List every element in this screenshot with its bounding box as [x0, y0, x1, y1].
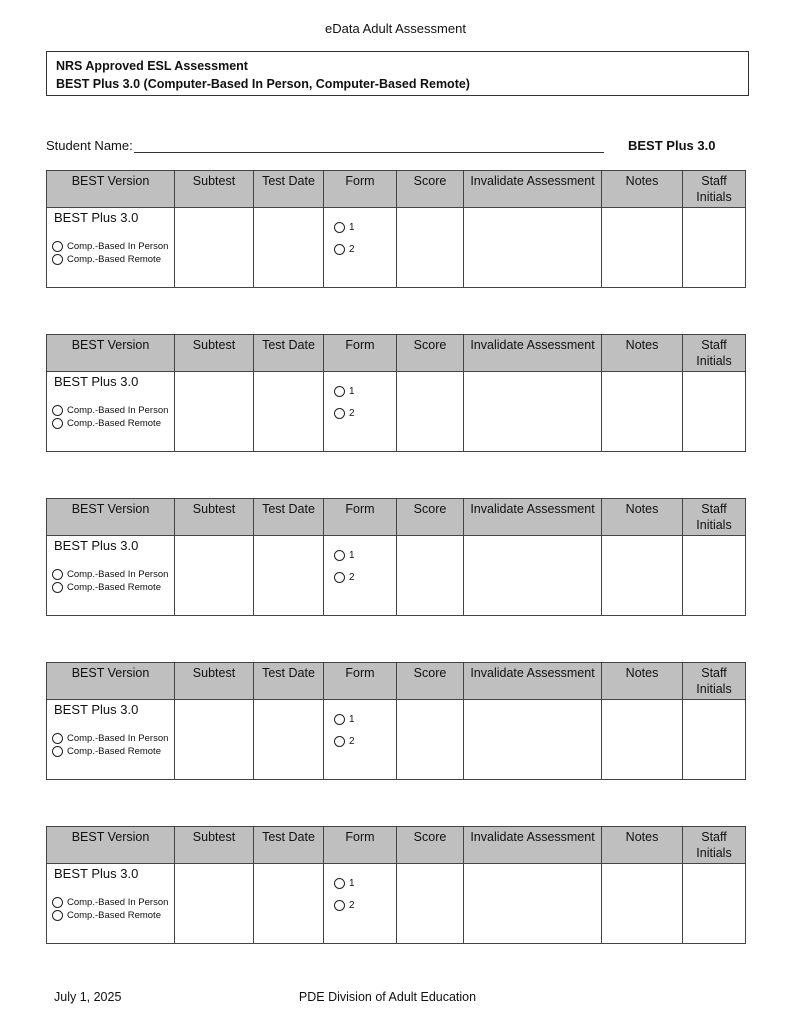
option-label: Comp.-Based In Person [67, 241, 169, 252]
table-row [47, 372, 746, 452]
page-header: eData Adult Assessment [325, 21, 466, 36]
subtest-cell[interactable] [175, 372, 254, 452]
version-title: BEST Plus 3.0 [54, 374, 139, 389]
form-label: 1 [349, 878, 355, 889]
column-header: Test Date [254, 499, 324, 536]
radio-icon[interactable] [52, 405, 63, 416]
column-header: Staff Initials [683, 335, 746, 372]
form-label: 2 [349, 244, 355, 255]
form-label: 1 [349, 550, 355, 561]
column-header: Invalidate Assessment [464, 499, 602, 536]
option-label: Comp.-Based In Person [67, 897, 169, 908]
assessment-table [46, 662, 746, 780]
form-option-1[interactable] [334, 714, 355, 725]
in-person-option[interactable] [52, 569, 168, 580]
radio-icon[interactable] [52, 418, 63, 429]
table-row [47, 700, 746, 780]
option-label: Comp.-Based Remote [67, 418, 161, 429]
version-title: BEST Plus 3.0 [54, 210, 139, 225]
form-option-2[interactable] [334, 408, 355, 419]
assessment-table [46, 498, 746, 616]
column-header: BEST Version [47, 827, 175, 864]
staff-initials-cell[interactable] [683, 208, 746, 288]
column-header: Notes [602, 663, 683, 700]
remote-option[interactable] [52, 582, 161, 593]
invalidate-cell[interactable] [464, 372, 602, 452]
radio-icon[interactable] [334, 550, 345, 561]
radio-icon[interactable] [334, 736, 345, 747]
option-label: Comp.-Based Remote [67, 582, 161, 593]
best-version-cell [47, 700, 175, 780]
staff-initials-cell[interactable] [683, 536, 746, 616]
test-date-cell[interactable] [254, 372, 324, 452]
form-label: 2 [349, 900, 355, 911]
form-label: 1 [349, 386, 355, 397]
column-header: Subtest [175, 827, 254, 864]
subtest-cell[interactable] [175, 864, 254, 944]
radio-icon[interactable] [334, 900, 345, 911]
form-cell [324, 864, 397, 944]
radio-icon[interactable] [52, 569, 63, 580]
form-label: 1 [349, 222, 355, 233]
radio-icon[interactable] [334, 714, 345, 725]
student-name-label: Student Name: [46, 138, 133, 153]
test-date-cell[interactable] [254, 208, 324, 288]
column-header: Score [397, 499, 464, 536]
invalidate-cell[interactable] [464, 536, 602, 616]
in-person-option[interactable] [52, 241, 168, 252]
column-header: Test Date [254, 335, 324, 372]
form-option-2[interactable] [334, 736, 355, 747]
remote-option[interactable] [52, 254, 161, 265]
best-version-cell [47, 208, 175, 288]
option-label: Comp.-Based Remote [67, 910, 161, 921]
radio-icon[interactable] [334, 408, 345, 419]
column-header: Test Date [254, 827, 324, 864]
best-version-cell [47, 864, 175, 944]
column-header: Notes [602, 499, 683, 536]
in-person-option[interactable] [52, 733, 168, 744]
student-name-line [46, 138, 749, 156]
form-label: 2 [349, 408, 355, 419]
column-header: Score [397, 335, 464, 372]
column-header: Staff Initials [683, 499, 746, 536]
column-header: Score [397, 663, 464, 700]
best-version-cell [47, 372, 175, 452]
column-header: Subtest [175, 171, 254, 208]
column-header: Subtest [175, 335, 254, 372]
column-header: Notes [602, 335, 683, 372]
test-date-cell[interactable] [254, 700, 324, 780]
radio-icon[interactable] [334, 386, 345, 397]
column-header: BEST Version [47, 663, 175, 700]
table-row [47, 536, 746, 616]
score-cell[interactable] [397, 700, 464, 780]
student-name-field[interactable] [134, 152, 604, 153]
column-header: Staff Initials [683, 663, 746, 700]
notes-cell[interactable] [602, 208, 683, 288]
staff-initials-cell[interactable] [683, 372, 746, 452]
column-header: Form [324, 499, 397, 536]
test-date-cell[interactable] [254, 536, 324, 616]
score-cell[interactable] [397, 372, 464, 452]
form-option-1[interactable] [334, 386, 355, 397]
assessment-table [46, 334, 746, 452]
radio-icon[interactable] [52, 897, 63, 908]
column-header: BEST Version [47, 171, 175, 208]
title-line-2: BEST Plus 3.0 (Computer-Based In Person, Computer-Based Remote) [56, 77, 470, 91]
in-person-option[interactable] [52, 405, 168, 416]
column-header: Score [397, 827, 464, 864]
invalidate-cell[interactable] [464, 864, 602, 944]
assessment-label: BEST Plus 3.0 [628, 138, 716, 153]
form-option-1[interactable] [334, 222, 355, 233]
radio-icon[interactable] [52, 582, 63, 593]
staff-initials-cell[interactable] [683, 864, 746, 944]
column-header: Invalidate Assessment [464, 663, 602, 700]
table-row [47, 864, 746, 944]
radio-icon[interactable] [334, 244, 345, 255]
subtest-cell[interactable] [175, 700, 254, 780]
remote-option[interactable] [52, 418, 161, 429]
radio-icon[interactable] [334, 222, 345, 233]
score-cell[interactable] [397, 208, 464, 288]
column-header: Form [324, 827, 397, 864]
radio-icon[interactable] [334, 572, 345, 583]
option-label: Comp.-Based Remote [67, 254, 161, 265]
form-label: 1 [349, 714, 355, 725]
title-line-1: NRS Approved ESL Assessment [56, 59, 248, 73]
column-header: Score [397, 171, 464, 208]
notes-cell[interactable] [602, 372, 683, 452]
invalidate-cell[interactable] [464, 208, 602, 288]
form-option-2[interactable] [334, 572, 355, 583]
notes-cell[interactable] [602, 536, 683, 616]
radio-icon[interactable] [52, 733, 63, 744]
column-header: Form [324, 663, 397, 700]
column-header: Staff Initials [683, 171, 746, 208]
subtest-cell[interactable] [175, 208, 254, 288]
footer-date: July 1, 2025 [54, 990, 122, 1004]
column-header: Form [324, 335, 397, 372]
form-option-2[interactable] [334, 244, 355, 255]
radio-icon[interactable] [52, 254, 63, 265]
test-date-cell[interactable] [254, 864, 324, 944]
assessment-table [46, 170, 746, 288]
version-title: BEST Plus 3.0 [54, 538, 139, 553]
invalidate-cell[interactable] [464, 700, 602, 780]
form-label: 2 [349, 736, 355, 747]
form-option-1[interactable] [334, 878, 355, 889]
column-header: Invalidate Assessment [464, 171, 602, 208]
form-cell [324, 208, 397, 288]
radio-icon[interactable] [52, 910, 63, 921]
best-version-cell [47, 536, 175, 616]
title-box [46, 51, 749, 96]
form-option-2[interactable] [334, 900, 355, 911]
column-header: Test Date [254, 171, 324, 208]
form-cell [324, 372, 397, 452]
column-header: BEST Version [47, 335, 175, 372]
column-header: Staff Initials [683, 827, 746, 864]
option-label: Comp.-Based Remote [67, 746, 161, 757]
column-header: BEST Version [47, 499, 175, 536]
form-cell [324, 536, 397, 616]
notes-cell[interactable] [602, 700, 683, 780]
form-label: 2 [349, 572, 355, 583]
form-option-1[interactable] [334, 550, 355, 561]
column-header: Notes [602, 171, 683, 208]
form-cell [324, 700, 397, 780]
radio-icon[interactable] [334, 878, 345, 889]
assessment-table [46, 826, 746, 944]
option-label: Comp.-Based In Person [67, 733, 169, 744]
notes-cell[interactable] [602, 864, 683, 944]
table-row [47, 208, 746, 288]
staff-initials-cell[interactable] [683, 700, 746, 780]
column-header: Subtest [175, 663, 254, 700]
column-header: Form [324, 171, 397, 208]
radio-icon[interactable] [52, 241, 63, 252]
radio-icon[interactable] [52, 746, 63, 757]
version-title: BEST Plus 3.0 [54, 702, 139, 717]
column-header: Subtest [175, 499, 254, 536]
score-cell[interactable] [397, 536, 464, 616]
subtest-cell[interactable] [175, 536, 254, 616]
remote-option[interactable] [52, 746, 161, 757]
footer-organization: PDE Division of Adult Education [298, 990, 477, 1004]
column-header: Invalidate Assessment [464, 827, 602, 864]
in-person-option[interactable] [52, 897, 168, 908]
column-header: Test Date [254, 663, 324, 700]
column-header: Invalidate Assessment [464, 335, 602, 372]
remote-option[interactable] [52, 910, 161, 921]
option-label: Comp.-Based In Person [67, 405, 169, 416]
score-cell[interactable] [397, 864, 464, 944]
option-label: Comp.-Based In Person [67, 569, 169, 580]
column-header: Notes [602, 827, 683, 864]
version-title: BEST Plus 3.0 [54, 866, 139, 881]
